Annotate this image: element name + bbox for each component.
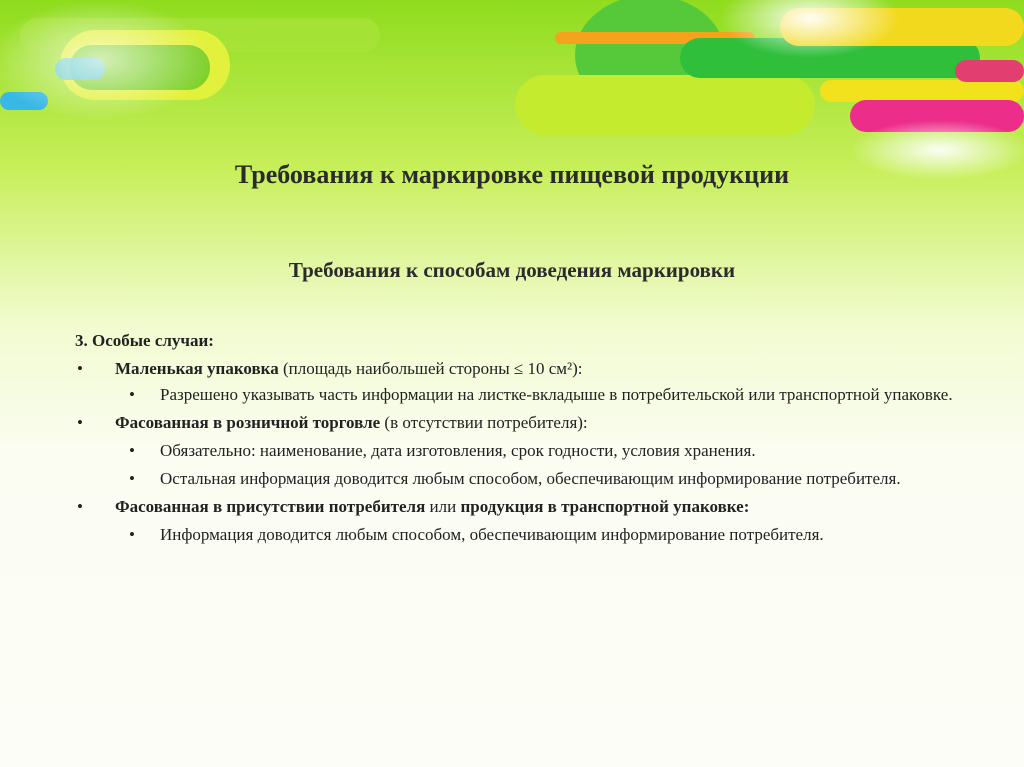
item-bold-label-2: продукция в транспортной упаковке: [460,497,750,516]
item-bold-label: Фасованная в присутствии потребителя [115,497,426,516]
list-item [75,494,955,520]
item-bold-label: Маленькая упаковка [115,359,279,378]
sub-list-item: • Остальная информация доводится любым способом, обеспечивающим информирование потребителя. [75,466,955,492]
item-text: (в отсутствии потребителя): [380,413,588,432]
slide-title: Требования к маркировке пищевой продукции [234,160,790,189]
item-text: или [425,497,461,516]
list-item [75,356,955,382]
item-text: (площадь наибольшей стороны ≤ 10 см²): [278,359,583,378]
item-bold-label: Фасованная в розничной торговле [115,413,381,432]
section-heading: 3. Особые случаи: [75,331,214,350]
list-item [75,410,955,436]
slide-subtitle: Требования к способам доведения маркировки [288,258,736,282]
sub-list-item: • Информация доводится любым способом, обеспечивающим информирование потребителя. [75,522,955,548]
sub-list-item: • Обязательно: наименование, дата изготовления, срок годности, условия хранения. [75,438,955,464]
slide-body [75,328,955,548]
sub-list-item: • Разрешено указывать часть информации на листке-вкладыше в потребительской или транспортной упаковке. [75,382,955,408]
